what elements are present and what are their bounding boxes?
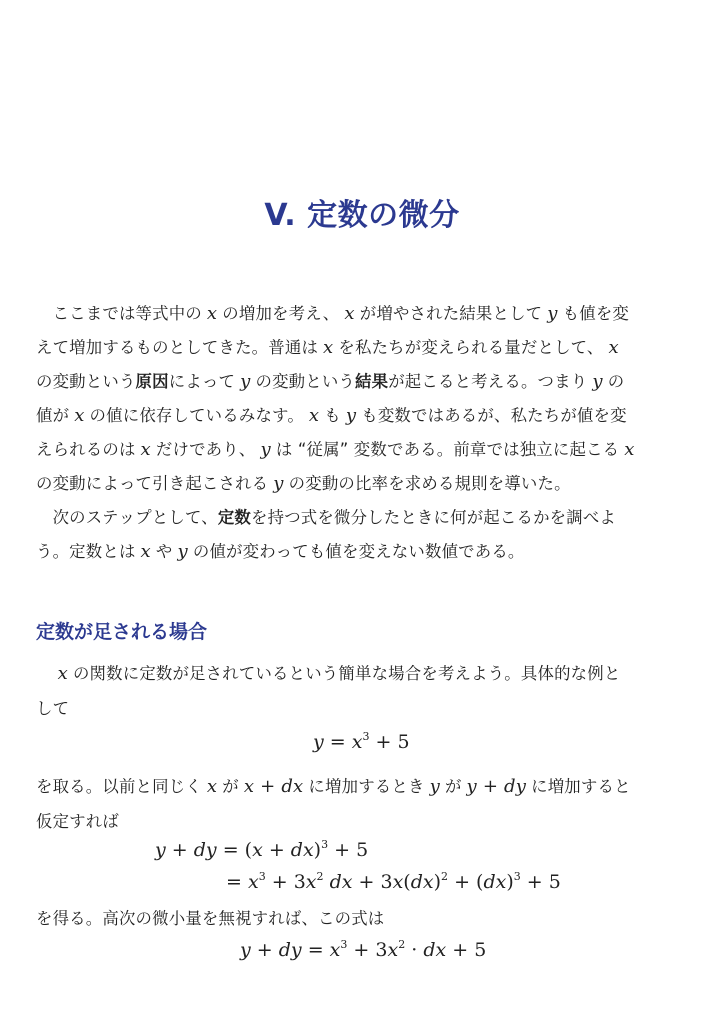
- section-line-1: x の関数に定数が足されているという簡単な場合を考えよう。具体的な例と: [57, 663, 621, 684]
- intro-line-3: の変動という原因によって y の変動という結果が起こると考える。つまり y の: [36, 371, 625, 392]
- section-line-4: 仮定すれば: [36, 812, 119, 831]
- intro-line-6: の変動によって引き起こされる y の変動の比率を求める規則を導いた。: [36, 473, 571, 494]
- chapter-title: V. 定数の微分: [264, 198, 460, 233]
- intro-line-8: う。定数とは x や y の値が変わっても値を変えない数値である。: [36, 541, 525, 562]
- equation-1: $y = x^3 + 5$: [313, 730, 410, 753]
- section-line-3: を取る。以前と同じく x が x + dx に増加するとき y が y + dy に増加すると: [36, 776, 631, 797]
- equation-3: y + dy = $x^3 + 3x^2$ · dx + 5: [240, 938, 487, 961]
- intro-line-7: 次のステップとして、定数を持つ式を微分したときに何が起こるかを調べよ: [52, 508, 617, 527]
- intro-line-1: ここまでは等式中の x の増加を考え、 x が増やされた結果として y も値を変: [52, 303, 630, 324]
- section-line-2: して: [36, 699, 70, 718]
- section-title: 定数が足される場合: [36, 621, 208, 643]
- equation-2-line-1: y + dy = (x + dx)$^3$ + 5: [155, 838, 369, 861]
- intro-line-4: 値が x の値に依存しているみなす。 x も y も変数ではあるが、私たちが値を変: [36, 405, 627, 426]
- intro-paragraph: [36, 297, 688, 569]
- intro-line-5: えられるのは x だけであり、 y は “従属” 変数である。前章では独立に起こる x: [36, 439, 635, 460]
- equation-2-line-2: = $x^3 + 3x^2$ dx + 3x(dx)$^2$ + (dx)$^3$ + 5: [226, 870, 561, 893]
- intro-line-2: えて増加するものとしてきた。普通は x を私たちが変えられる量だとして、 x: [36, 337, 619, 358]
- section-line-5: を得る。高次の微小量を無視すれば、この式は: [36, 909, 385, 928]
